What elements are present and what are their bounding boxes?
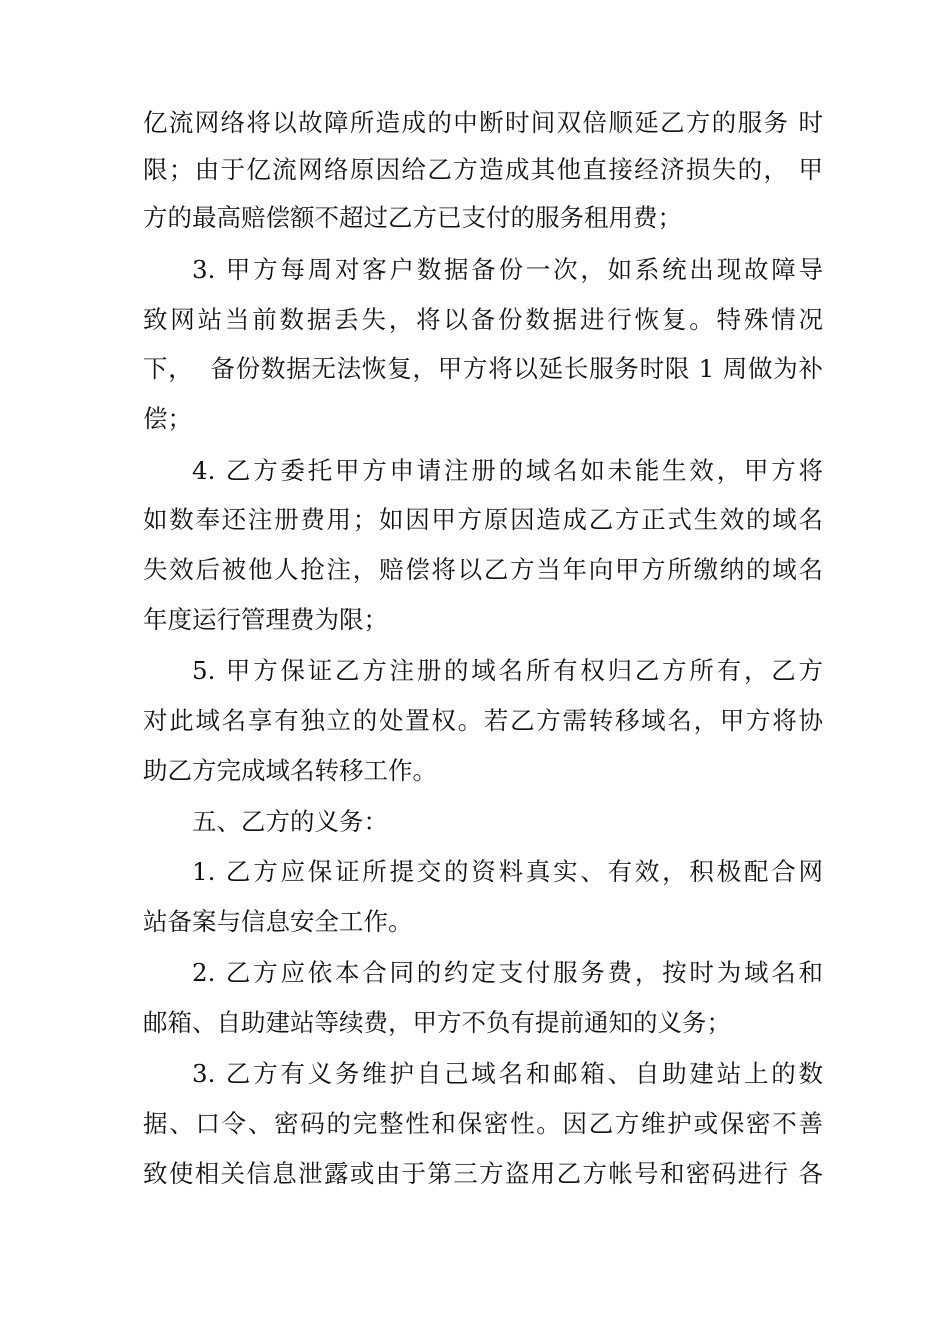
text-line: 偿； <box>143 404 192 433</box>
text-line: 对此域名享有独立的处置权。若乙方需转移域名，甲方将协 <box>143 706 823 735</box>
paragraph-start-line: 1. 乙方应保证所提交的资料真实、有效，积极配合网 <box>192 857 823 886</box>
text-line: 如数奉还注册费用；如因甲方原因造成乙方正式生效的域名 <box>143 505 823 534</box>
text-line: 方的最高赔偿额不超过乙方已支付的服务租用费； <box>143 203 682 232</box>
text-line: 下， 备份数据无法恢复，甲方将以延长服务时限 1 周做为补 <box>143 354 823 383</box>
text-line: 限；由于亿流网络原因给乙方造成其他直接经济损失的， 甲 <box>143 155 823 184</box>
text-line: 站备案与信息安全工作。 <box>143 907 413 936</box>
paragraph-start-line: 2. 乙方应依本合同的约定支付服务费，按时为域名和 <box>192 958 823 987</box>
text-line: 邮箱、自助建站等续费，甲方不负有提前通知的义务； <box>143 1008 731 1037</box>
text-line: 致网站当前数据丢失，将以备份数据进行恢复。特殊情况 <box>143 305 823 334</box>
section-heading: 五、乙方的义务： <box>192 807 388 836</box>
paragraph-start-line: 3. 甲方每周对客户数据备份一次，如系统出现故障导 <box>192 255 823 284</box>
paragraph-start-line: 5. 甲方保证乙方注册的域名所有权归乙方所有，乙方 <box>192 656 823 685</box>
text-line: 失效后被他人抢注，赔偿将以乙方当年向甲方所缴纳的域名 <box>143 555 823 584</box>
text-line: 年度运行管理费为限； <box>143 605 388 634</box>
paragraph-start-line: 3. 乙方有义务维护自己域名和邮箱、自助建站上的数 <box>192 1059 823 1088</box>
paragraph-start-line: 4. 乙方委托甲方申请注册的域名如未能生效，甲方将 <box>192 456 823 485</box>
text-line: 助乙方完成域名转移工作。 <box>143 756 437 785</box>
text-line: 致使相关信息泄露或由于第三方盗用乙方帐号和密码进行 各 <box>143 1159 823 1188</box>
text-line: 亿流网络将以故障所造成的中断时间双倍顺延乙方的服务 时 <box>143 108 823 137</box>
text-line: 据、口令、密码的完整性和保密性。因乙方维护或保密不善 <box>143 1109 823 1138</box>
